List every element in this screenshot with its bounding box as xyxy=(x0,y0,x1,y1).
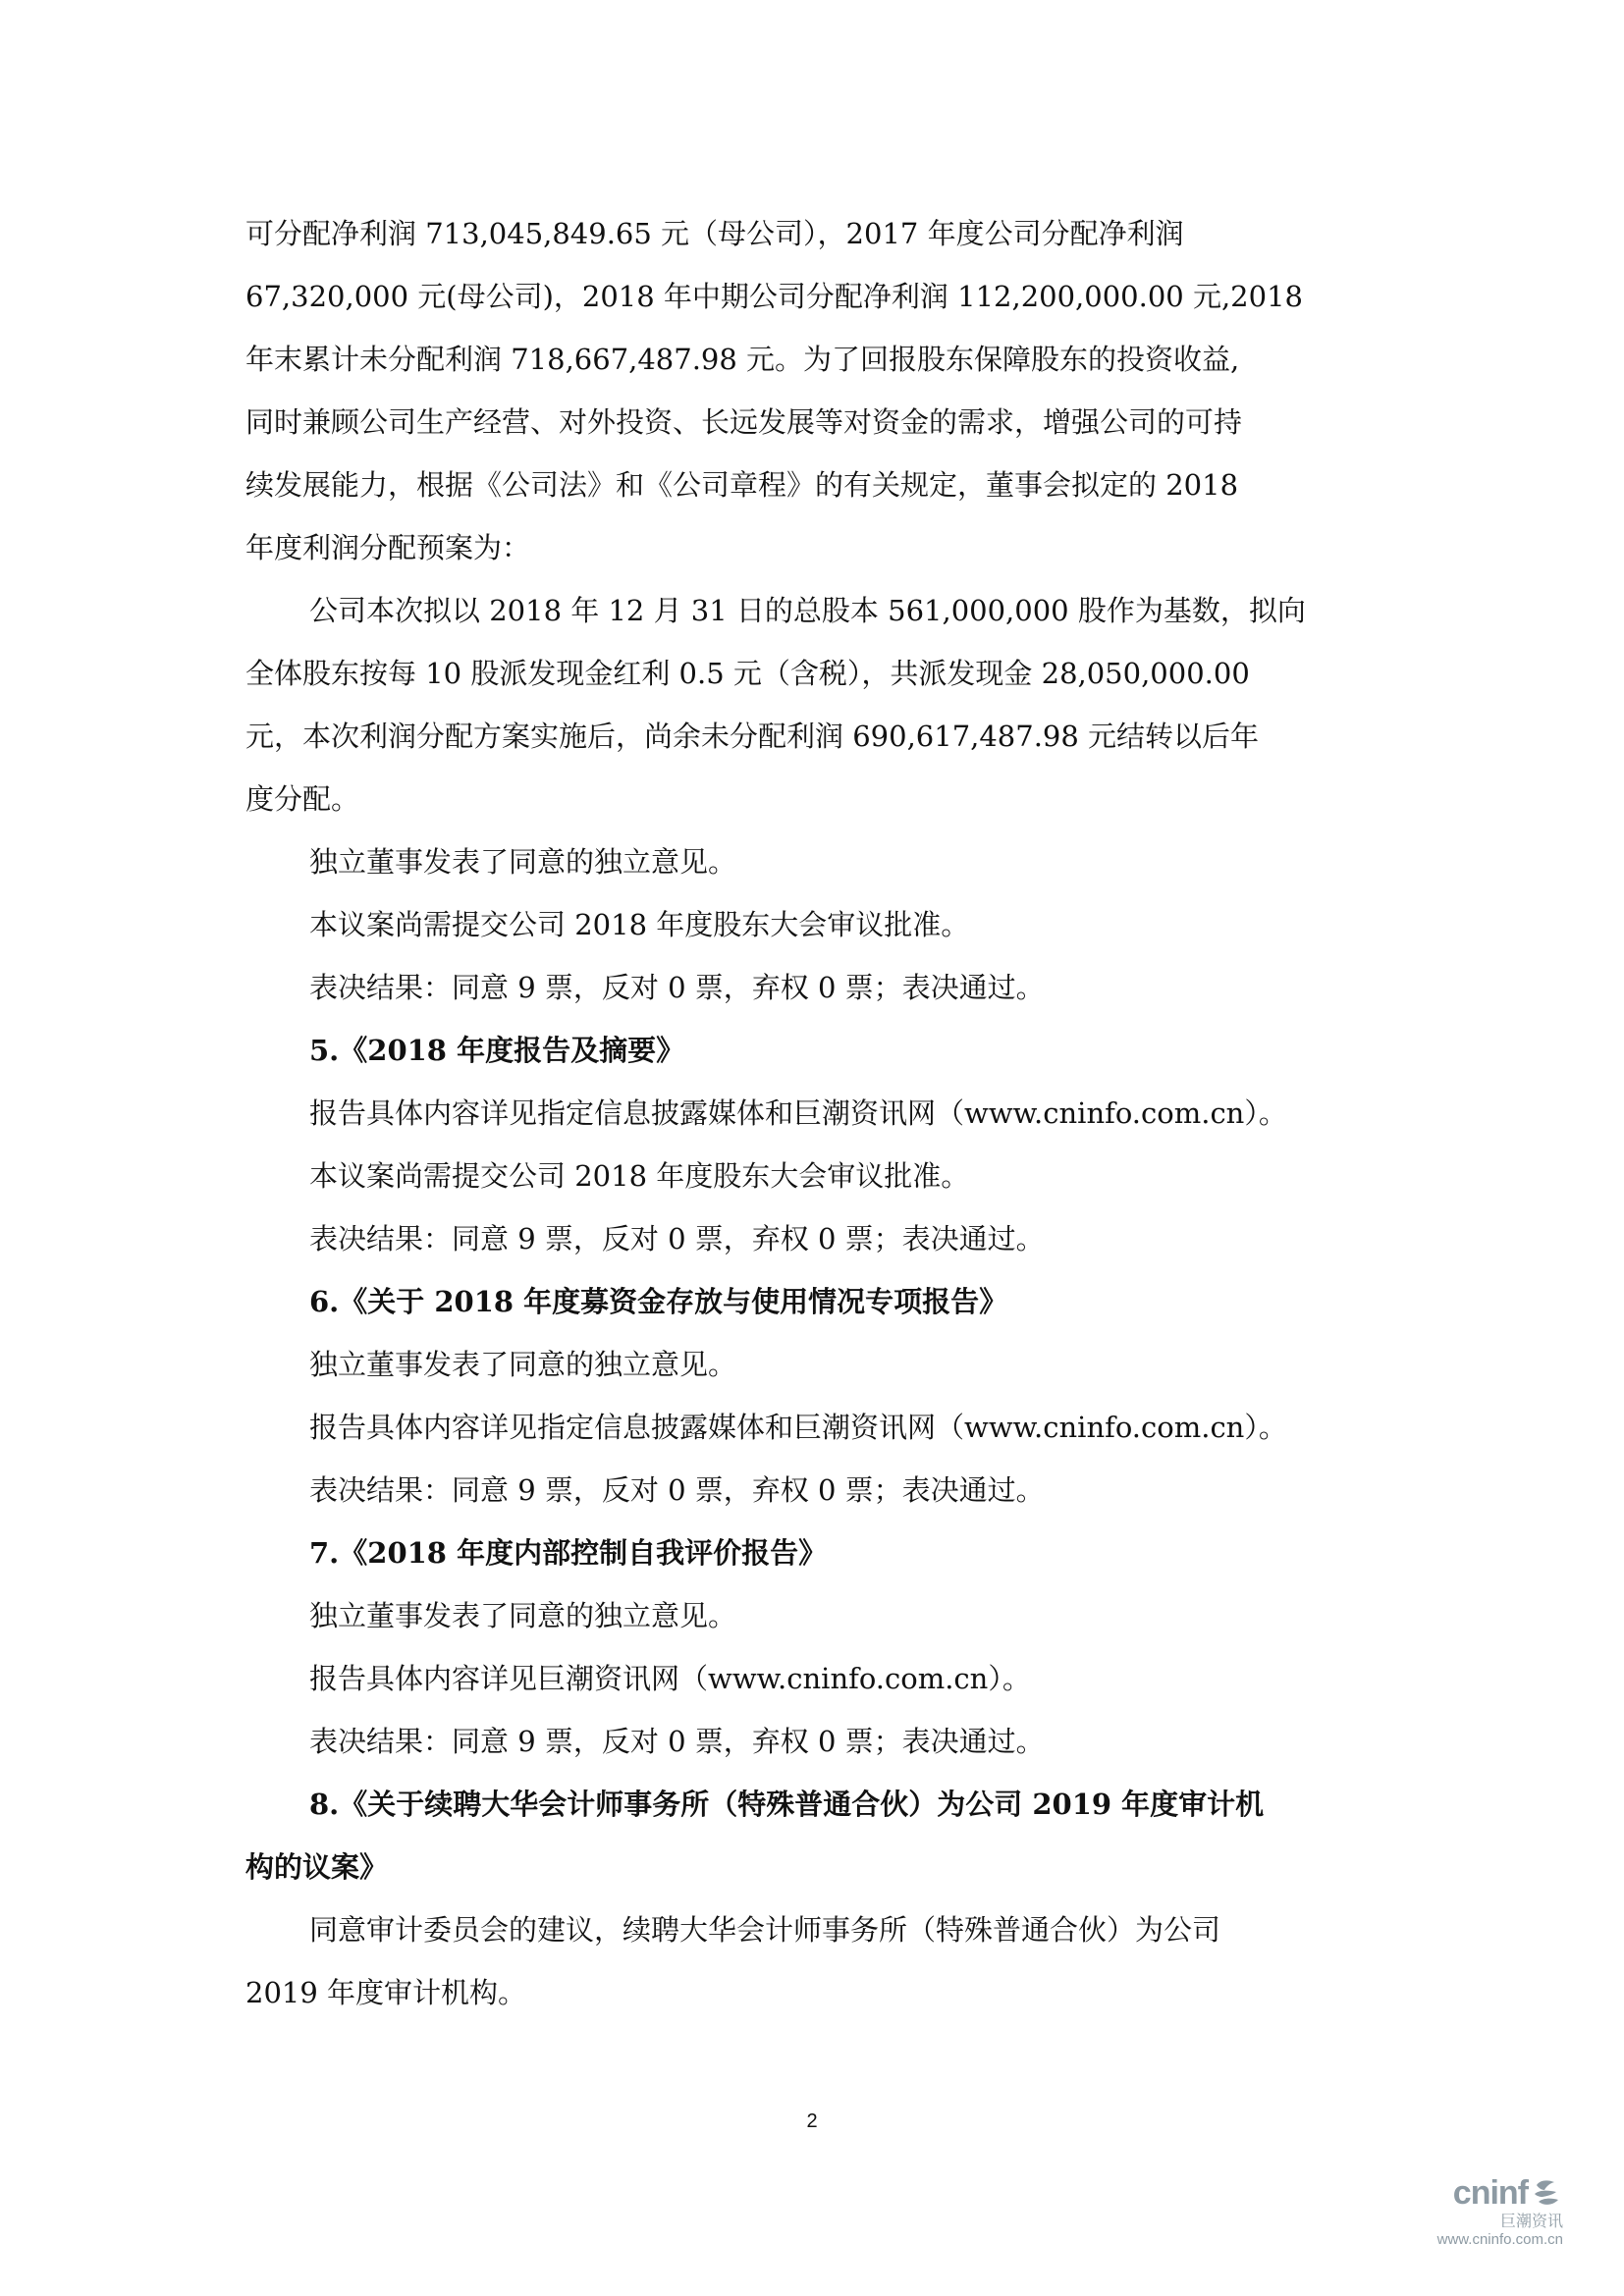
watermark-url: www.cninfo.com.cn xyxy=(1436,2231,1563,2248)
opinion-text: 独立董事发表了同意的独立意见。 xyxy=(309,1348,737,1381)
paragraph-line: 公司本次拟以 2018 年 12 月 31 日的总股本 561,000,000 股作为基数，拟向 xyxy=(309,594,1306,627)
paragraph-line: 全体股东按每 10 股派发现金红利 0.5 元（含税），共派发现金 28,050,000.00 xyxy=(245,657,1250,690)
opinion-text: 独立董事发表了同意的独立意见。 xyxy=(309,845,737,879)
report-detail-text: 报告具体内容详见指定信息披露媒体和巨潮资讯网（www.cninfo.com.cn）。 xyxy=(309,1411,1287,1444)
paragraph-line: 2019 年度审计机构。 xyxy=(245,1976,527,2009)
cninfo-logo-icon xyxy=(1530,2176,1563,2210)
section-heading-5: 5.《2018 年度报告及摘要》 xyxy=(309,1034,685,1067)
report-detail-text: 报告具体内容详见巨潮资讯网（www.cninfo.com.cn）。 xyxy=(309,1662,1031,1695)
paragraph-line: 可分配净利润 713,045,849.65 元（母公司），2017 年度公司分配净利润 xyxy=(245,217,1184,250)
paragraph-line: 续发展能力，根据《公司法》和《公司章程》的有关规定，董事会拟定的 2018 xyxy=(245,468,1239,502)
vote-result: 表决结果：同意 9 票，反对 0 票，弃权 0 票；表决通过。 xyxy=(309,1222,1045,1255)
section-heading-7: 7.《2018 年度内部控制自我评价报告》 xyxy=(309,1536,828,1570)
vote-result: 表决结果：同意 9 票，反对 0 票，弃权 0 票；表决通过。 xyxy=(309,971,1045,1004)
section-heading-8: 8.《关于续聘大华会计师事务所（特殊普通合伙）为公司 2019 年度审计机 xyxy=(309,1788,1265,1821)
paragraph-line: 度分配。 xyxy=(245,782,360,816)
vote-result: 表决结果：同意 9 票，反对 0 票，弃权 0 票；表决通过。 xyxy=(309,1473,1045,1507)
opinion-text: 独立董事发表了同意的独立意见。 xyxy=(309,1599,737,1632)
watermark-brand xyxy=(1416,2172,1563,2214)
approval-text: 本议案尚需提交公司 2018 年度股东大会审议批准。 xyxy=(309,1159,970,1193)
section-heading-8-continuation: 构的议案》 xyxy=(245,1850,389,1884)
paragraph-line: 同时兼顾公司生产经营、对外投资、长远发展等对资金的需求，增强公司的可持 xyxy=(245,405,1243,439)
page-number: 2 xyxy=(806,2110,818,2132)
paragraph-line: 年度利润分配预案为： xyxy=(245,531,531,564)
document-body xyxy=(245,202,1375,2024)
paragraph-line: 67,320,000 元(母公司)，2018 年中期公司分配净利润 112,200,000.00 元,2018 xyxy=(245,280,1303,313)
section-heading-6: 6.《关于 2018 年度募资金存放与使用情况专项报告》 xyxy=(309,1285,1008,1318)
approval-text: 本议案尚需提交公司 2018 年度股东大会审议批准。 xyxy=(309,908,970,941)
vote-result: 表决结果：同意 9 票，反对 0 票，弃权 0 票；表决通过。 xyxy=(309,1725,1045,1758)
report-detail-text: 报告具体内容详见指定信息披露媒体和巨潮资讯网（www.cninfo.com.cn）。 xyxy=(309,1096,1287,1130)
paragraph-line: 元，本次利润分配方案实施后，尚余未分配利润 690,617,487.98 元结转以后年 xyxy=(245,720,1260,753)
paragraph-line: 同意审计委员会的建议，续聘大华会计师事务所（特殊普通合伙）为公司 xyxy=(309,1913,1221,1947)
watermark-brand-text: cninf xyxy=(1452,2173,1528,2212)
paragraph-line: 年末累计未分配利润 718,667,487.98 元。为了回报股东保障股东的投资收益, xyxy=(245,343,1240,376)
cninfo-watermark xyxy=(1416,2172,1563,2263)
watermark-brand-cn: 巨潮资讯 xyxy=(1499,2214,1563,2230)
